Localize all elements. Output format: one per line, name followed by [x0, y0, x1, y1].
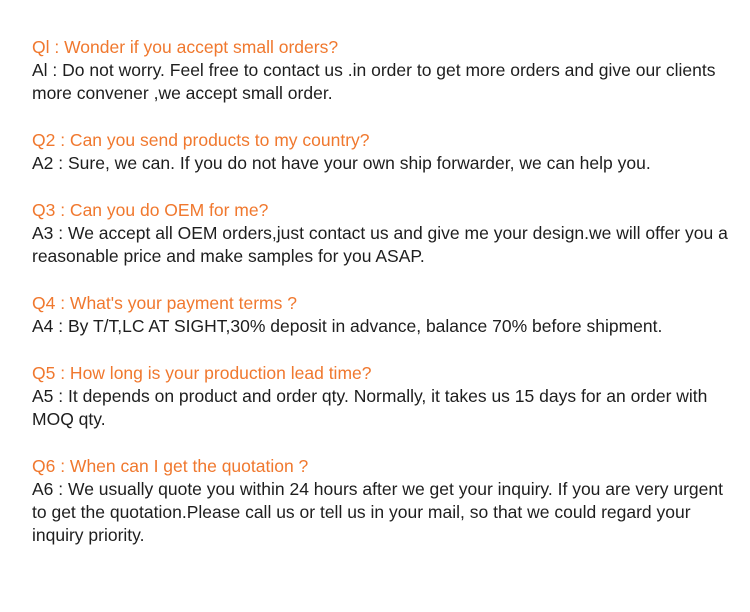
faq-item-2 — [32, 129, 732, 175]
faq-question-5: Q5 : How long is your production lead time? — [32, 363, 372, 383]
faq-question-2: Q2 : Can you send products to my country? — [32, 130, 370, 150]
faq-answer-2: A2 : Sure, we can. If you do not have your own ship forwarder, we can help you. — [32, 153, 651, 173]
faq-item-4 — [32, 292, 732, 338]
faq-item-6 — [32, 455, 732, 547]
faq-answer-5: A5 : It depends on product and order qty. Normally, it takes us 15 days for an order with MOQ qty. — [32, 386, 708, 429]
faq-question-1: Ql : Wonder if you accept small orders? — [32, 37, 339, 57]
faq-answer-3: A3 : We accept all OEM orders,just contact us and give me your design.we will offer you a reasonable price and make samples for you ASAP. — [32, 223, 728, 266]
faq-item-1 — [32, 36, 732, 105]
faq-answer-1: Al : Do not worry. Feel free to contact us .in order to get more orders and give our clients more convener ,we accept small order. — [32, 60, 716, 103]
faq-item-3 — [32, 199, 732, 268]
faq-answer-6: A6 : We usually quote you within 24 hours after we get your inquiry. If you are very urgent to get the quotation.Please call us or tell us in your mail, so that we could regard your inquiry priority. — [32, 479, 723, 545]
faq-question-6: Q6 : When can I get the quotation ? — [32, 456, 309, 476]
faq-item-5 — [32, 362, 732, 431]
faq-answer-4: A4 : By T/T,LC AT SIGHT,30% deposit in advance, balance 70% before shipment. — [32, 316, 663, 336]
faq-list — [32, 36, 732, 547]
faq-question-3: Q3 : Can you do OEM for me? — [32, 200, 269, 220]
faq-question-4: Q4 : What's your payment terms ? — [32, 293, 297, 313]
